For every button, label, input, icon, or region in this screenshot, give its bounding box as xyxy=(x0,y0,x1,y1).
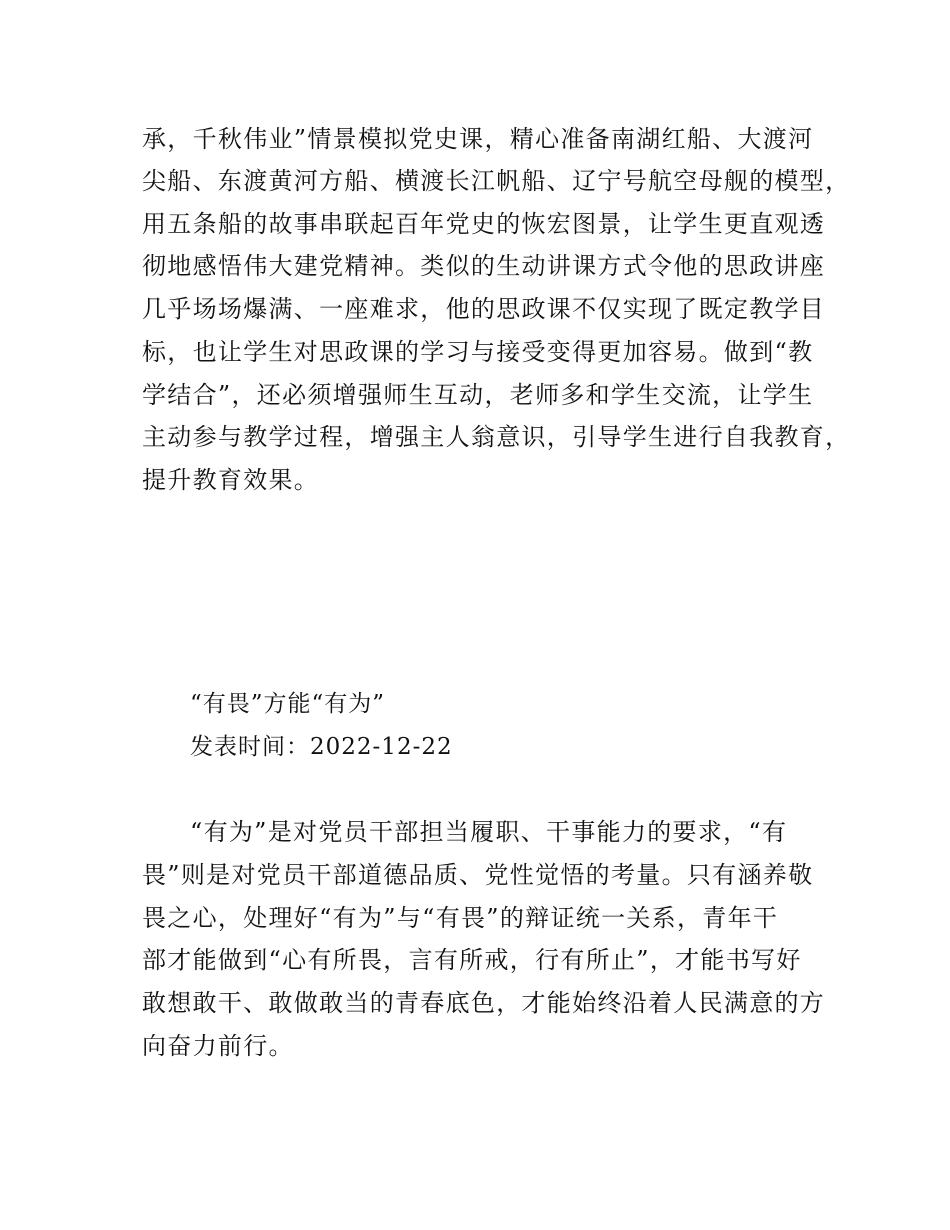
paragraph-line: 承，千秋伟业”情景模拟党史课，精心准备南湖红船、大渡河 xyxy=(142,125,814,153)
article-title: “有畏”方能“有为” xyxy=(190,691,386,717)
paragraph-line: 畏之心，处理好“有为”与“有畏”的辩证统一关系，青年干 xyxy=(142,904,779,932)
paragraph-line: 提升教育效果。 xyxy=(142,466,320,494)
paragraph-line: 向奋力前行。 xyxy=(142,1032,294,1060)
paragraph-line: 尖船、东渡黄河方船、横渡长江帆船、辽宁号航空母舰的模型， xyxy=(142,167,851,195)
paragraph-line: “有为”是对党员干部担当履职、干事能力的要求，“有 xyxy=(190,818,788,846)
paragraph-line: 敢想敢干、敢做敢当的青春底色，才能始终沿着人民满意的方 xyxy=(142,989,826,1017)
paragraph-line: 学结合”，还必须增强师生互动，老师多和学生交流，让学生 xyxy=(142,381,814,409)
publish-date: 发表时间：2022-12-22 xyxy=(190,734,453,760)
paragraph-line: 主动参与教学过程，增强主人翁意识，引导学生进行自我教育， xyxy=(142,423,851,451)
paragraph-line: 畏”则是对党员干部道德品质、党性觉悟的考量。只有涵养敬 xyxy=(142,861,814,889)
paragraph-line: 彻地感悟伟大建党精神。类似的生动讲课方式令他的思政讲座 xyxy=(142,252,826,280)
paragraph-line: 标，也让学生对思政课的学习与接受变得更加容易。做到“教 xyxy=(142,338,814,366)
paragraph-line: 几乎场场爆满、一座难求，他的思政课不仅实现了既定教学目 xyxy=(142,295,826,323)
paragraph-line: 用五条船的故事串联起百年党史的恢宏图景，让学生更直观透 xyxy=(142,210,826,238)
paragraph-line: 部才能做到“心有所畏，言有所戒，行有所止”，才能书写好 xyxy=(142,946,802,974)
